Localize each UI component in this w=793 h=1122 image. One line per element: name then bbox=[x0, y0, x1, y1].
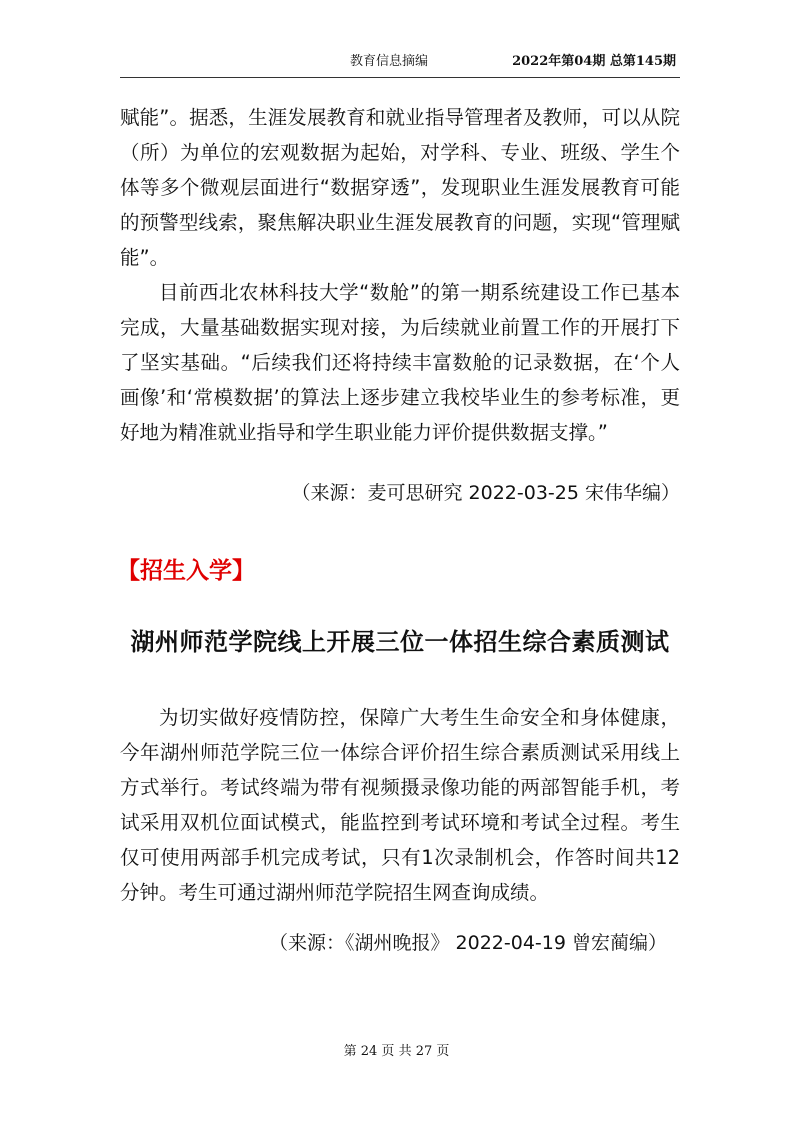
article-1-paragraph-2: 目前西北农林科技大学“数舱”的第一期系统建设工作已基本完成，大量基础数据实现对接，为后续就业前置工作的开展打下了坚实基础。“后续我们还将持续丰富数舱的记录数据，在‘个人画像’和‘常模数据’的算法上逐步建立我校毕业生的参考标准，更好地为精准就业指导和学生职业能力评价提供数据支撑。” bbox=[120, 281, 680, 444]
section-heading: 【招生入学】 bbox=[117, 558, 255, 584]
article-2-body bbox=[120, 700, 680, 910]
page-footer: 第 24 页 共 27 页 bbox=[343, 1044, 450, 1059]
publication-name: 教育信息摘编 bbox=[350, 54, 429, 69]
page-header bbox=[120, 50, 680, 74]
article-1-source: （来源：麦可思研究 2022-03-25 宋伟华编） bbox=[291, 482, 680, 504]
article-1-body bbox=[120, 100, 680, 450]
issue-number: 2022年第04期 总第145期 bbox=[512, 54, 676, 69]
header-divider bbox=[120, 77, 680, 78]
article-2-paragraph-1: 为切实做好疫情防控，保障广大考生生命安全和身体健康，今年湖州师范学院三位一体综合评价招生综合素质测试采用线上方式举行。考试终端为带有视频摄录像功能的两部智能手机，考试采用双机位面试模式，能监控到考试环境和考试全过程。考生仅可使用两部手机完成考试，只有1次录制机会，作答时间共12分钟。考生可通过湖州师范学院招生网查询成绩。 bbox=[120, 706, 680, 904]
article-2-source: （来源：《湖州晚报》 2022-04-19 曾宏蔺编） bbox=[269, 932, 667, 954]
article-2-title: 湖州师范学院线上开展三位一体招生综合素质测试 bbox=[130, 628, 670, 656]
article-1-paragraph-1: 赋能”。据悉，生涯发展教育和就业指导管理者及教师，可以从院（所）为单位的宏观数据为起始，对学科、专业、班级、学生个体等多个微观层面进行“数据穿透”，发现职业生涯发展教育可能的预警型线索，聚焦解决职业生涯发展教育的问题，实现“管理赋能”。 bbox=[120, 106, 680, 269]
